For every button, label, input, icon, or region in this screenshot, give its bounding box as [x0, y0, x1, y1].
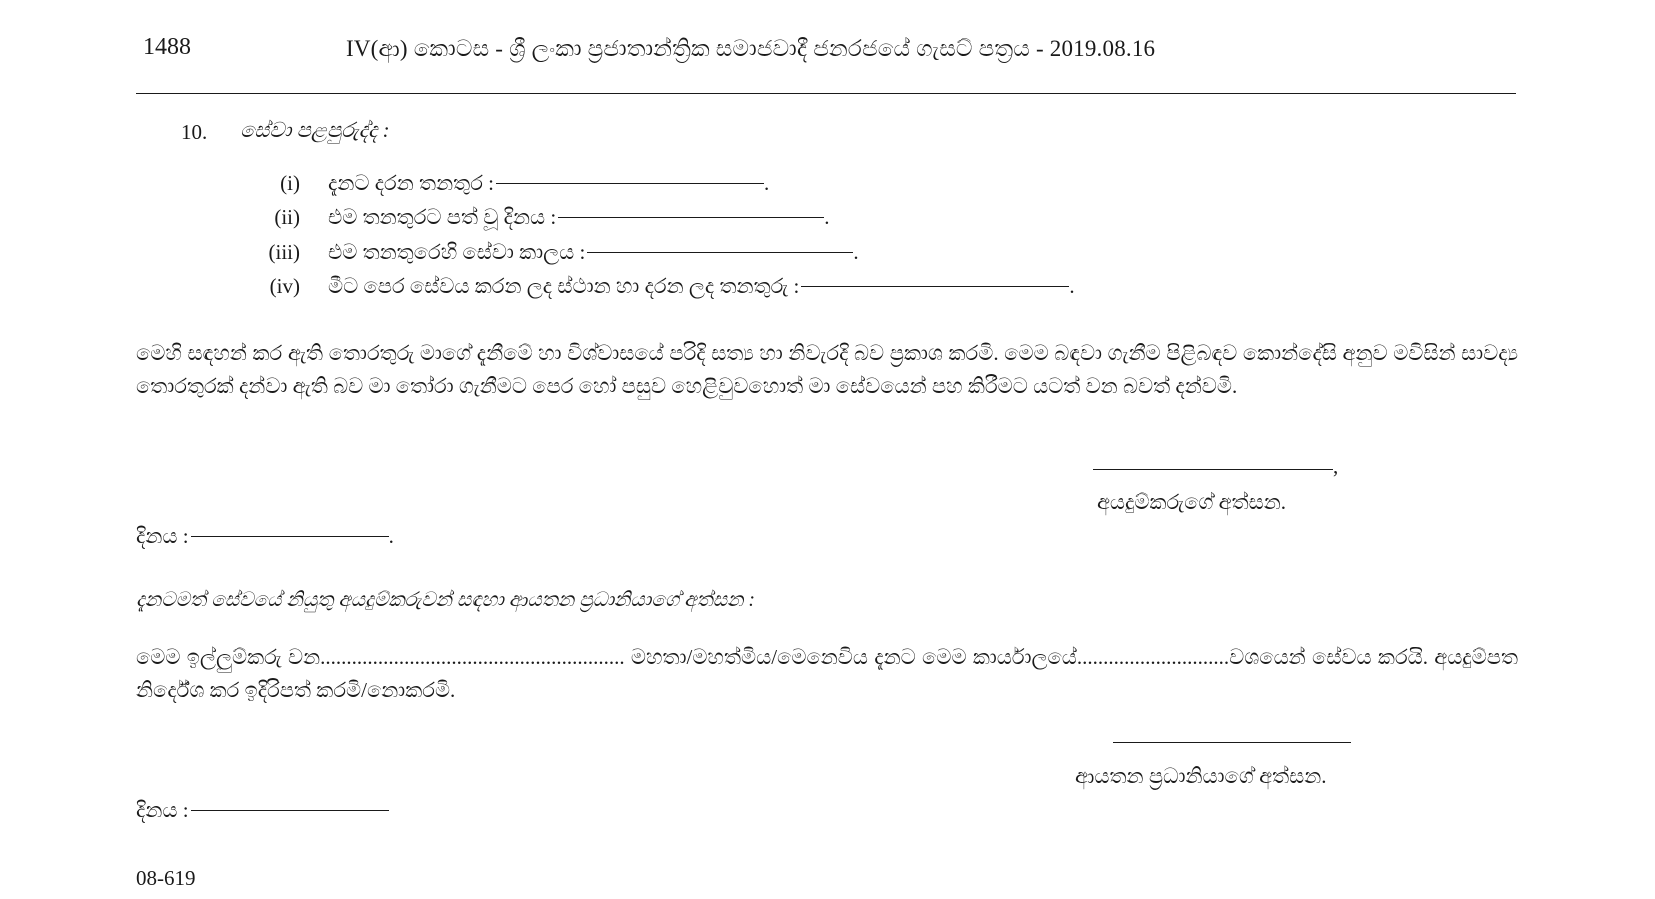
fill-in-blank [496, 183, 764, 184]
applicant-signature-caption: අයදුම්කරුගේ අත්සන. [1097, 490, 1287, 514]
service-item-appointment-date [274, 205, 830, 230]
date-field-1 [136, 524, 394, 549]
item-roman-numeral: (i) [280, 171, 300, 195]
applicant-signature-line [1093, 469, 1333, 470]
officer-signature-caption: ආයතන ප්‍රධානියාගේ අත්සන. [1075, 764, 1327, 788]
item-end-mark: . [853, 240, 859, 264]
officer-section-heading: දැනටමත් සේවයේ නියුතු අයදුම්කරුවන් සඳහා ආයතන ප්‍රධානියාගේ අත්සන : [136, 589, 755, 611]
item-label: එම තනතුරෙහි සේවා කාලය : [328, 240, 586, 264]
date-blank [191, 810, 389, 811]
item-label: මීට පෙර සේවය කරන ලද ස්ථාන හා දරන ලද තනතුරු : [328, 274, 800, 298]
header-divider [136, 93, 1516, 94]
item-roman-numeral: (ii) [274, 205, 300, 229]
declaration-paragraph: මෙහි සඳහන් කර ඇති තොරතුරු මාගේ දැනීමේ හා විශ්වාසයේ පරිදි සත්‍ය හා නිවැරදි බව ප්‍රකාශ කරමි. මෙම බඳවා ගැනීම පිළිබඳව කොන්දේසි අනුව මවිසින් සාවද්‍ය තොරතුරක් දන්වා ඇති බව මා තෝරා ගැනීමට පෙර හෝ පසුව හෙළිවුවහොත් මා සේවයෙන් පහ කිරීමට යටත් වන බවත් දන්වමි. [136, 341, 1518, 398]
item-end-mark: . [824, 205, 830, 229]
signature-comma: , [1333, 454, 1339, 478]
service-item-service-period [268, 240, 859, 265]
date-field-2 [136, 798, 389, 823]
date-blank [191, 536, 389, 537]
date-label: දිනය : [136, 798, 189, 822]
service-item-current-post [280, 171, 770, 196]
date-end-mark: . [388, 524, 394, 548]
date-label: දිනය : [136, 524, 189, 548]
section-title: සේවා පළපුරුද්ද : [240, 118, 390, 142]
item-end-mark: . [763, 171, 770, 195]
fill-in-blank [801, 286, 1069, 287]
item-roman-numeral: (iii) [268, 240, 300, 264]
item-end-mark: . [1069, 274, 1075, 298]
service-item-previous-posts [269, 274, 1075, 299]
reference-number: 08-619 [136, 866, 196, 890]
page-number: 1488 [143, 34, 191, 60]
item-roman-numeral: (iv) [269, 274, 300, 298]
item-label: එම තනතුරට පත් වූ දිනය : [328, 205, 557, 229]
item-label: දැනට දරන තනතුර : [328, 171, 494, 195]
fill-in-blank [587, 252, 853, 253]
officer-certification-paragraph: මෙම ඉල්ලුම්කරු වන.......................................................... මහතා/මහත්මිය/මෙනෙවිය දැනට මෙම කාර්යාලයේ.............................වශයෙන් සේවය කරයි. අයදුම්පත නිර්දේශ කර ඉදිරිපත් කරමි/නොකරමි. [136, 645, 1518, 702]
gazette-header-title: IV(ආ) කොටස - ශ්‍රී ලංකා ප්‍රජාතාන්ත්‍රික සමාජවාදී ජනරජයේ ගැසට් පත්‍රය - 2019.08.16 [346, 36, 1156, 61]
fill-in-blank [558, 217, 824, 218]
officer-signature-line [1113, 742, 1351, 743]
section-number: 10. [181, 120, 208, 144]
